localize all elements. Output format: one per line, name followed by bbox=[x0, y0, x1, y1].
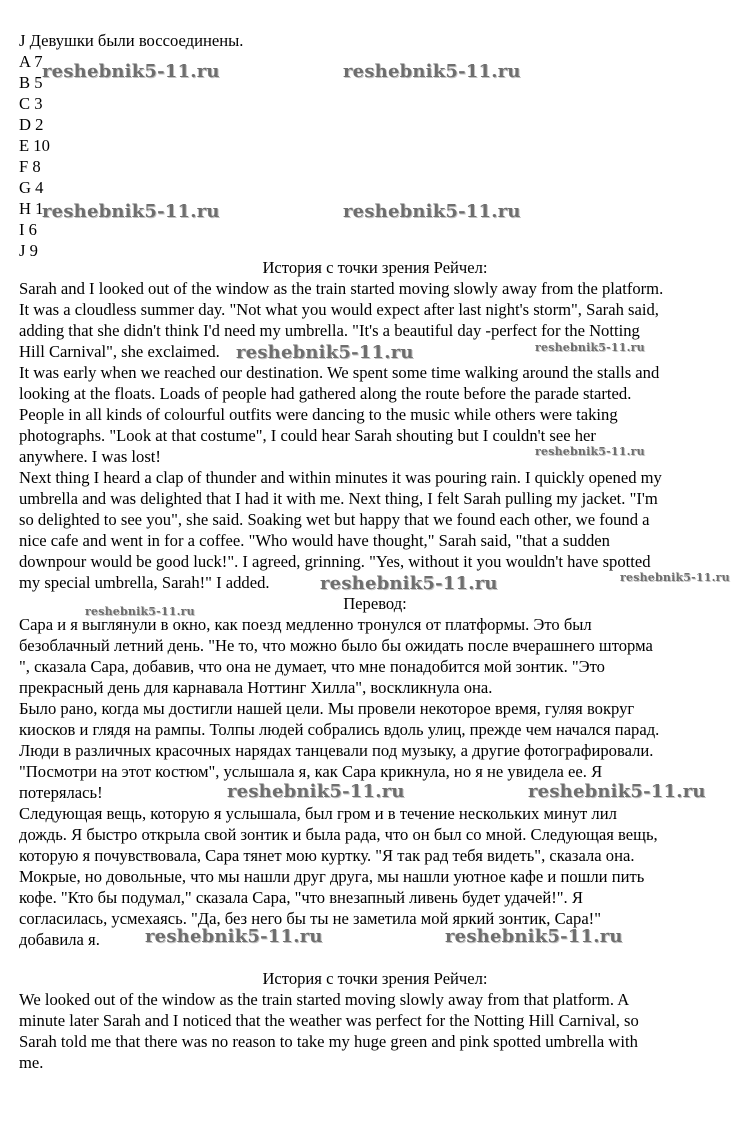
answer-item: C 3 bbox=[19, 94, 43, 113]
text-line: Люди в различных красочных нарядах танцевали под музыку, а другие фотографировали. bbox=[19, 741, 654, 760]
story-text-english bbox=[19, 278, 729, 593]
text-line: добавила я. bbox=[19, 930, 100, 949]
text-line: согласилась, усмехаясь. "Да, без него бы ты не заметила мой яркий зонтик, Сара!" bbox=[19, 909, 601, 928]
text-line: People in all kinds of colourful outfits were dancing to the music while others were taking bbox=[19, 405, 618, 424]
text-line: looking at the floats. Loads of people had gathered along the route before the parade started. bbox=[19, 384, 632, 403]
watermark: reshebnik5-11.ru bbox=[42, 201, 220, 222]
watermark: reshebnik5-11.ru bbox=[528, 781, 706, 802]
answer-item: B 5 bbox=[19, 73, 43, 92]
text-line: Hill Carnival", she exclaimed. bbox=[19, 342, 220, 361]
watermark: reshebnik5-11.ru bbox=[445, 926, 623, 947]
text-line: minute later Sarah and I noticed that the weather was perfect for the Notting Hill Carnival, so bbox=[19, 1011, 639, 1030]
watermark: reshebnik5-11.ru bbox=[535, 341, 645, 354]
text-line: Sarah told me that there was no reason to take my huge green and pink spotted umbrella with bbox=[19, 1032, 638, 1051]
watermark: reshebnik5-11.ru bbox=[227, 781, 405, 802]
answer-item: I 6 bbox=[19, 220, 37, 239]
text-line: Next thing I heard a clap of thunder and within minutes it was pouring rain. I quickly opened my bbox=[19, 468, 662, 487]
text-line: It was a cloudless summer day. "Not what you would expect after last night's storm", Sarah said, bbox=[19, 300, 659, 319]
text-line: которую я почувствовала, Сара тянет мою куртку. "Я так рад тебя видеть", сказала она. bbox=[19, 846, 635, 865]
text-line: Мокрые, но довольные, что мы нашли друг друга, мы нашли уютное кафе и пошли пить bbox=[19, 867, 645, 886]
text-line: Sarah and I looked out of the window as the train started moving slowly away from the platform. bbox=[19, 279, 664, 298]
watermark: reshebnik5-11.ru bbox=[236, 342, 414, 363]
answer-item: H 1 bbox=[19, 199, 44, 218]
text-line: Следующая вещь, которую я услышала, был гром и в течение нескольких минут лил bbox=[19, 804, 617, 823]
answer-item: F 8 bbox=[19, 157, 41, 176]
text-line: We looked out of the window as the train started moving slowly away from that platform. A bbox=[19, 990, 630, 1009]
answer-item: J 9 bbox=[19, 241, 38, 260]
text-line: Было рано, когда мы достигли нашей цели. Мы провели некоторое время, гуляя вокруг bbox=[19, 699, 635, 718]
text-line: downpour would be good luck!". I agreed, grinning. "Yes, without it you wouldn't have spotted bbox=[19, 552, 651, 571]
watermark: reshebnik5-11.ru bbox=[42, 61, 220, 82]
story-heading: История с точки зрения Рейчел: bbox=[262, 258, 488, 277]
text-line: Сара и я выглянули в окно, как поезд медленно тронулся от платформы. Это был bbox=[19, 615, 592, 634]
answer-item: G 4 bbox=[19, 178, 44, 197]
text-line: adding that she didn't think I'd need my umbrella. "It's a beautiful day -perfect for the Notting bbox=[19, 321, 640, 340]
text-line: кофе. "Кто бы подумал," сказала Сара, "что внезапный ливень будет удачей!". Я bbox=[19, 888, 583, 907]
answer-item: A 7 bbox=[19, 52, 43, 71]
text-line: so delighted to see you", she said. Soaking wet but happy that we found each other, we found a bbox=[19, 510, 650, 529]
watermark: reshebnik5-11.ru bbox=[620, 571, 730, 584]
story-heading-2: История с точки зрения Рейчел: bbox=[262, 969, 488, 988]
watermark: reshebnik5-11.ru bbox=[145, 926, 323, 947]
text-line: безоблачный летний день. "Не то, что можно было бы ожидать после вчерашнего шторма bbox=[19, 636, 653, 655]
translation-heading: Перевод: bbox=[343, 594, 407, 613]
text-line: umbrella and was delighted that I had it with me. Next thing, I felt Sarah pulling my jacket. "I'm bbox=[19, 489, 658, 508]
text-line: nice cafe and went in for a coffee. "Who would have thought," Sarah said, "that a sudden bbox=[19, 531, 610, 550]
watermark: reshebnik5-11.ru bbox=[343, 61, 521, 82]
text-line: anywhere. I was lost! bbox=[19, 447, 161, 466]
text-line: киосков и глядя на рампы. Толпы людей собрались вдоль улиц, прежде чем начался парад. bbox=[19, 720, 660, 739]
watermark: reshebnik5-11.ru bbox=[85, 605, 195, 618]
watermark: reshebnik5-11.ru bbox=[343, 201, 521, 222]
text-line: me. bbox=[19, 1053, 44, 1072]
answer-item: D 2 bbox=[19, 115, 44, 134]
story-text-english-2 bbox=[19, 989, 729, 1073]
text-line: потерялась! bbox=[19, 783, 103, 802]
text-line: дождь. Я быстро открыла свой зонтик и была рада, что он был со мной. Следующая вещь, bbox=[19, 825, 658, 844]
watermark: reshebnik5-11.ru bbox=[535, 445, 645, 458]
watermark: reshebnik5-11.ru bbox=[320, 573, 498, 594]
text-line: "Посмотри на этот костюм", услышала я, как Сара крикнула, но я не увидела ее. Я bbox=[19, 762, 603, 781]
answer-key-heading: J Девушки были воссоединены. bbox=[19, 31, 244, 50]
text-line: ", сказала Сара, добавив, что она не думает, что мне понадобится мой зонтик. "Это bbox=[19, 657, 605, 676]
text-line: It was early when we reached our destination. We spent some time walking around the stalls and bbox=[19, 363, 660, 382]
text-line: прекрасный день для карнавала Ноттинг Хилла", воскликнула она. bbox=[19, 678, 493, 697]
text-line: photographs. "Look at that costume", I could hear Sarah shouting but I couldn't see her bbox=[19, 426, 596, 445]
text-line: my special umbrella, Sarah!" I added. bbox=[19, 573, 270, 592]
answer-item: E 10 bbox=[19, 136, 50, 155]
